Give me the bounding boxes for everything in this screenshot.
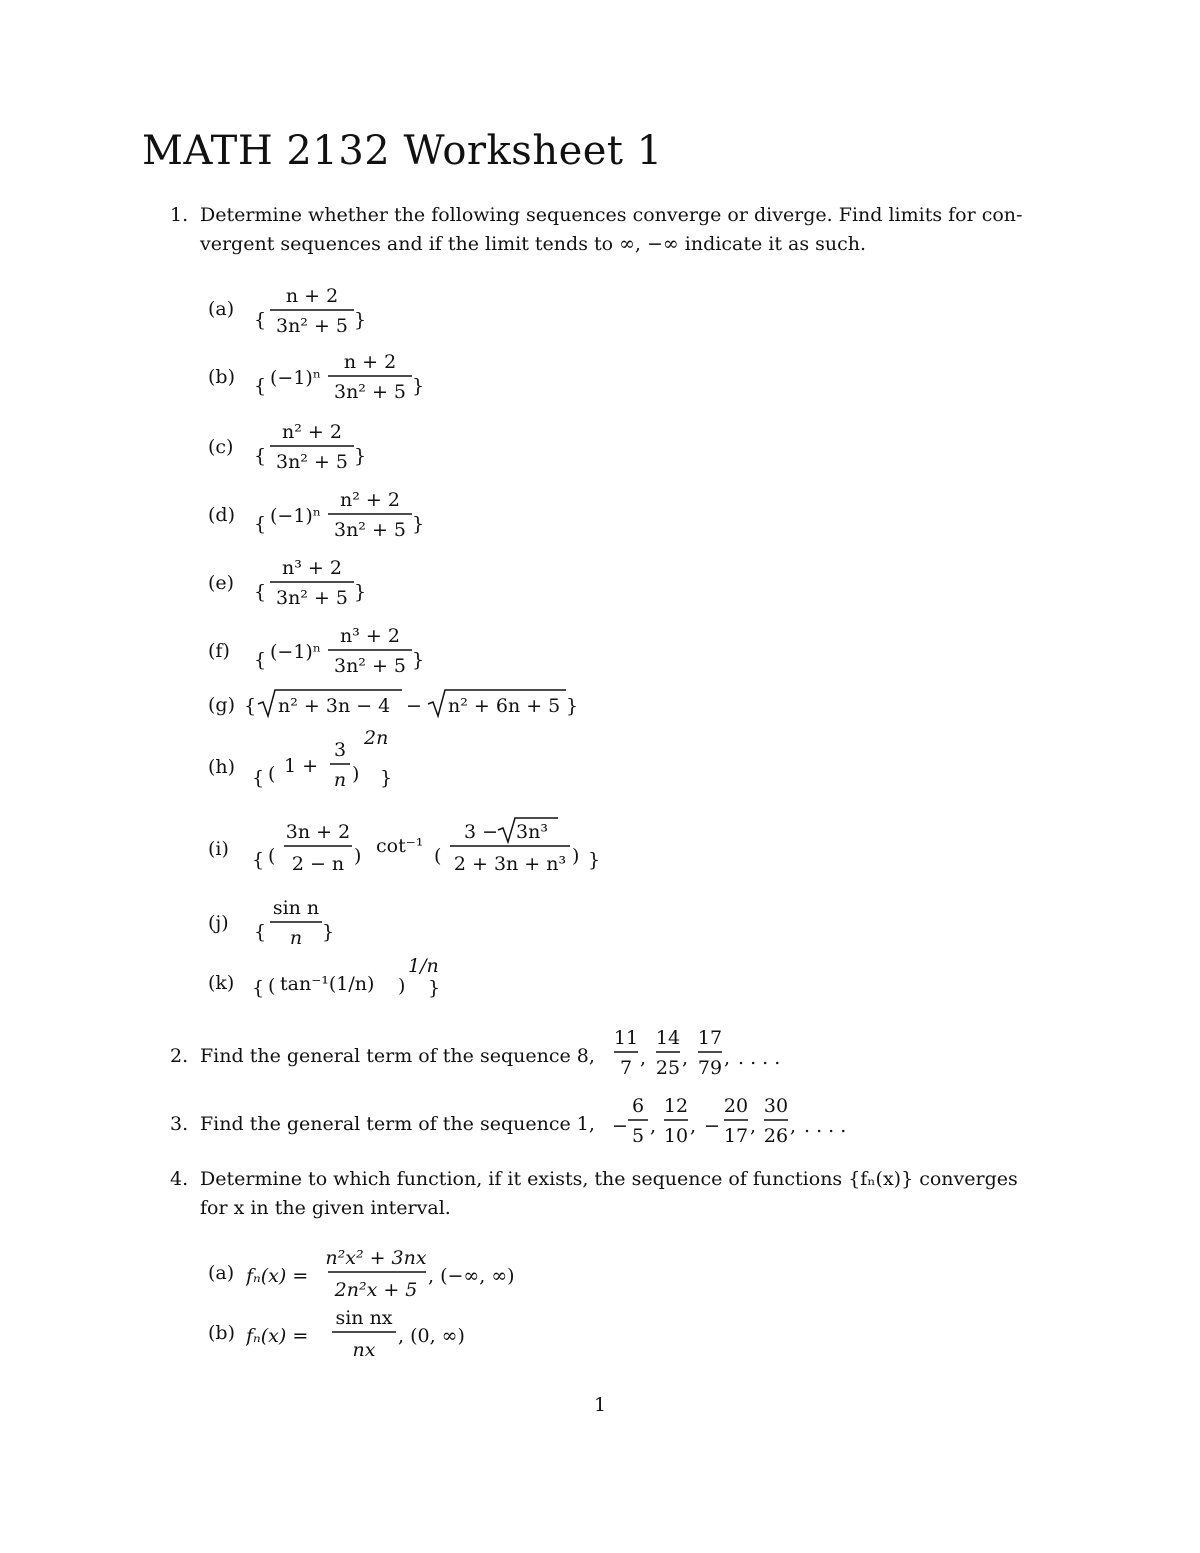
q2-text: Find the general term of the sequence 8, <box>200 1045 595 1067</box>
q1d-expression <box>250 484 430 546</box>
q1j-denominator: n <box>289 927 303 949</box>
q1b-denominator: 3n² + 5 <box>333 381 407 403</box>
brace-left: { <box>254 309 267 331</box>
minus-sign: − <box>612 1115 628 1137</box>
q1h-label: (h) <box>208 756 236 778</box>
q1a-label: (a) <box>208 298 235 320</box>
q1k-expression <box>250 956 450 1006</box>
q2-ellipsis: . . . . <box>738 1047 781 1069</box>
q2-number: 2. <box>170 1045 189 1067</box>
q4a-expression <box>246 1240 576 1302</box>
q1k-arctan: tan⁻¹(1/n) <box>280 973 375 995</box>
q1g-radicand-1: n² + 3n − 4 <box>278 695 391 717</box>
q3-frac4-num: 30 <box>763 1095 789 1117</box>
q1e-numerator: n³ + 2 <box>282 557 342 579</box>
q3-number: 3. <box>170 1113 189 1135</box>
q4a-interval: , (−∞, ∞) <box>428 1265 515 1287</box>
q1i-denominator-1: 2 − n <box>291 853 345 875</box>
q1i-cot-inverse: cot⁻¹ <box>376 835 424 857</box>
q4b-interval: , (0, ∞) <box>398 1325 465 1347</box>
paren-left: ( <box>434 845 442 867</box>
q3-text: Find the general term of the sequence 1, <box>200 1113 595 1135</box>
q1g-radicand-2: n² + 6n + 5 <box>448 695 561 717</box>
q1j-numerator: sin n <box>272 897 320 919</box>
brace-left: { <box>252 977 265 999</box>
q3-frac2-num: 12 <box>663 1095 689 1117</box>
brace-right: } <box>354 581 367 603</box>
q1b-label: (b) <box>208 366 235 388</box>
q1j-expression <box>250 892 350 954</box>
q1d-numerator: n² + 2 <box>340 489 400 511</box>
q4-number: 4. <box>170 1168 189 1190</box>
q3-frac3-den: 17 <box>723 1125 749 1147</box>
minus-sign: − <box>704 1115 720 1137</box>
brace-right: } <box>428 977 441 999</box>
q4a-denominator: 2n²x + 5 <box>334 1279 418 1301</box>
comma: , <box>682 1047 689 1069</box>
q1h-expression <box>250 728 410 804</box>
q1i-label: (i) <box>208 838 229 860</box>
q3-sequence <box>612 1090 852 1152</box>
q1f-numerator: n³ + 2 <box>340 625 400 647</box>
brace-right: } <box>566 695 579 717</box>
q2-frac3-num: 17 <box>697 1027 723 1049</box>
q1g-minus: − <box>406 695 422 717</box>
comma: , <box>640 1047 647 1069</box>
q3-frac2-den: 10 <box>663 1125 689 1147</box>
q4-line1: Determine to which function, if it exists, the sequence of functions {fₙ(x)} converges <box>200 1168 1018 1190</box>
q1d-prefix: (−1)ⁿ <box>270 505 322 527</box>
brace-right: } <box>588 849 601 871</box>
q4b-label: (b) <box>208 1322 235 1344</box>
q1-line1: Determine whether the following sequences converge or diverge. Find limits for con- <box>200 204 1023 226</box>
q3-frac4-den: 26 <box>763 1125 789 1147</box>
q1i-numerator-1: 3n + 2 <box>285 821 351 843</box>
q1-number: 1. <box>170 204 189 226</box>
q2-frac2-den: 25 <box>655 1057 681 1079</box>
q1a-expression <box>250 280 370 342</box>
q1k-exponent: 1/n <box>408 956 439 977</box>
q1b-expression <box>250 346 430 408</box>
q1f-label: (f) <box>208 640 230 662</box>
page-title: MATH 2132 Worksheet 1 <box>142 128 663 174</box>
q2-frac3-den: 79 <box>697 1057 723 1079</box>
page-number: 1 <box>594 1394 607 1416</box>
brace-left: { <box>254 649 267 671</box>
brace-left: { <box>252 767 265 789</box>
q1d-denominator: 3n² + 5 <box>333 519 407 541</box>
q1f-denominator: 3n² + 5 <box>333 655 407 677</box>
brace-left: { <box>244 695 257 717</box>
q3-ellipsis: . . . . <box>804 1115 847 1137</box>
q4b-expression <box>246 1302 506 1364</box>
q1h-numerator: 3 <box>333 739 347 761</box>
q4a-numerator: n²x² + 3nx <box>325 1247 427 1269</box>
q1-line2: vergent sequences and if the limit tends to ∞, −∞ indicate it as such. <box>200 233 867 255</box>
paren-left: ( <box>268 763 276 785</box>
q1a-numerator: n + 2 <box>285 285 339 307</box>
q4a-label: (a) <box>208 1262 235 1284</box>
paren-right: ) <box>572 845 580 867</box>
paren-right: ) <box>398 975 406 997</box>
q1a-denominator: 3n² + 5 <box>275 315 349 337</box>
brace-right: } <box>322 921 335 943</box>
q2-frac1-den: 7 <box>619 1057 633 1079</box>
paren-right: ) <box>354 845 362 867</box>
q1h-exponent: 2n <box>364 728 389 749</box>
brace-left: { <box>254 445 267 467</box>
comma: , <box>724 1047 731 1069</box>
brace-right: } <box>412 649 425 671</box>
q4b-lhs: fₙ(x) = <box>246 1325 309 1347</box>
q1b-numerator: n + 2 <box>343 351 397 373</box>
q1e-expression <box>250 552 370 614</box>
q1b-prefix: (−1)ⁿ <box>270 367 322 389</box>
q1h-denominator: n <box>333 769 347 791</box>
comma: , <box>750 1115 757 1137</box>
q2-sequence <box>608 1022 788 1084</box>
brace-left: { <box>254 921 267 943</box>
q1g-expression <box>244 688 584 722</box>
q1k-label: (k) <box>208 972 235 994</box>
q4-line2: for x in the given interval. <box>200 1197 451 1219</box>
brace-right: } <box>380 767 393 789</box>
q1i-numerator-2a: 3 − <box>464 821 499 843</box>
q4b-numerator: sin nx <box>335 1307 393 1329</box>
q1i-numerator-2b: 3n³ <box>516 821 548 843</box>
q1e-label: (e) <box>208 572 235 594</box>
q3-frac3-num: 20 <box>723 1095 749 1117</box>
q1g-label: (g) <box>208 694 235 716</box>
q1f-expression <box>250 620 430 682</box>
comma: , <box>790 1115 797 1137</box>
q1c-numerator: n² + 2 <box>282 421 342 443</box>
q1f-prefix: (−1)ⁿ <box>270 641 322 663</box>
brace-right: } <box>412 513 425 535</box>
brace-left: { <box>252 849 265 871</box>
q4b-denominator: nx <box>352 1339 376 1361</box>
brace-right: } <box>354 445 367 467</box>
q1i-denominator-2: 2 + 3n + n³ <box>453 853 567 875</box>
brace-left: { <box>254 513 267 535</box>
q1c-label: (c) <box>208 436 234 458</box>
paren-left: ( <box>268 975 276 997</box>
brace-right: } <box>412 375 425 397</box>
q1c-denominator: 3n² + 5 <box>275 451 349 473</box>
q1h-one-plus: 1 + <box>284 755 319 777</box>
q4a-lhs: fₙ(x) = <box>246 1265 309 1287</box>
comma: , <box>690 1115 697 1137</box>
brace-left: { <box>254 375 267 397</box>
q1i-expression <box>250 810 610 886</box>
q2-frac1-num: 11 <box>613 1027 639 1049</box>
paren-left: ( <box>268 845 276 867</box>
q1d-label: (d) <box>208 504 235 526</box>
brace-right: } <box>354 309 367 331</box>
q3-frac1-den: 5 <box>631 1125 645 1147</box>
q2-frac2-num: 14 <box>655 1027 681 1049</box>
q1j-label: (j) <box>208 912 229 934</box>
brace-left: { <box>254 581 267 603</box>
comma: , <box>650 1115 657 1137</box>
paren-right: ) <box>352 763 360 785</box>
q3-frac1-num: 6 <box>631 1095 645 1117</box>
q1e-denominator: 3n² + 5 <box>275 587 349 609</box>
q1c-expression <box>250 416 370 478</box>
